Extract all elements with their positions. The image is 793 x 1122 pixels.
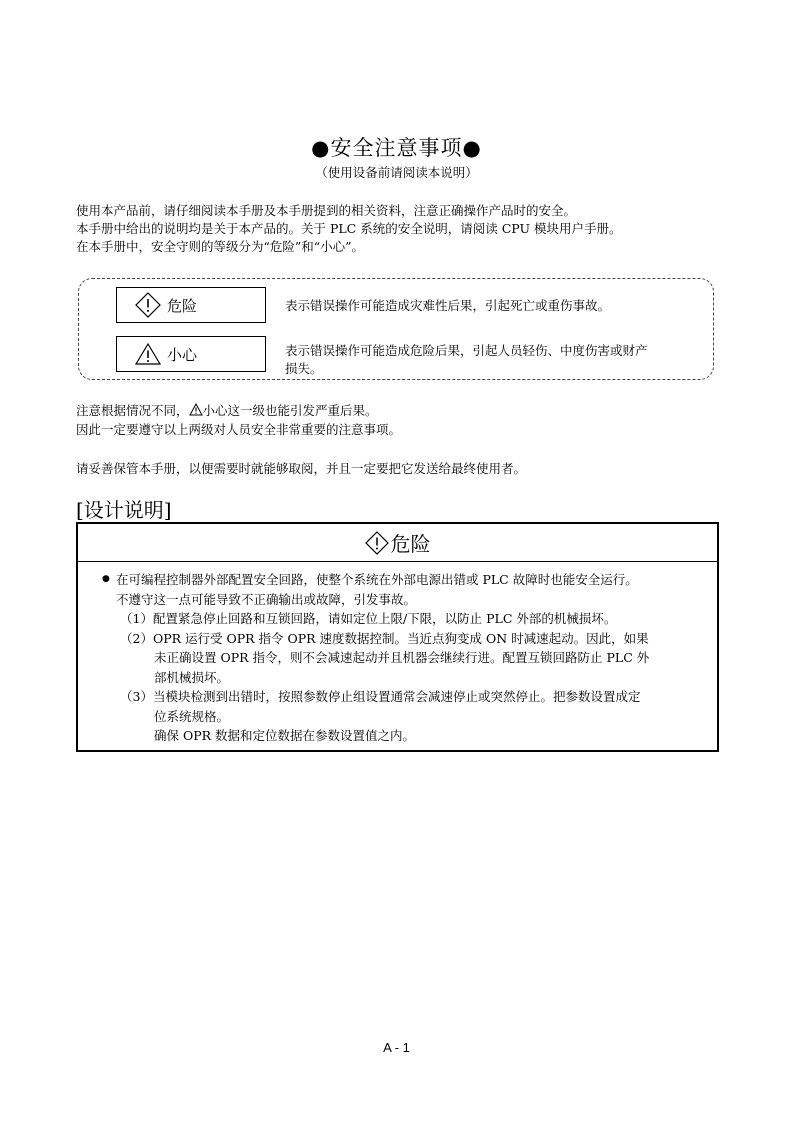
caution-description-line-2: 损失。 (285, 361, 323, 376)
list-item (78, 570, 717, 590)
diamond-exclamation-icon (365, 531, 389, 555)
page-subtitle: （使用设备前请阅读本说明） (315, 165, 478, 180)
caution-level-description (285, 342, 695, 378)
list-item: 不遵守这一点可能导致不正确输出或故障，引发事故。 (116, 591, 417, 607)
bullet-icon: ● (102, 574, 110, 584)
page-number: A - 1 (383, 1040, 410, 1055)
caution-level-label: 小心 (167, 345, 198, 364)
list-item: （1）配置紧急停止回路和互锁回路，请如定位上限/下限，以防止 PLC 外部的机械损坏。 (120, 611, 617, 626)
danger-table-title: 危险 (390, 532, 431, 556)
note-line-2: 因此一定要遵守以上两级对人员安全非常重要的注意事项。 (76, 422, 402, 437)
danger-table-header (78, 524, 717, 562)
note-line-1 (76, 402, 378, 420)
triangle-exclamation-icon (135, 342, 161, 366)
section-heading: [设计说明] (76, 498, 172, 522)
diamond-exclamation-icon (135, 292, 161, 318)
list-item-text: 在可编程控制器外部配置安全回路，使整个系统在外部电源出错或 PLC 故障时也能安全运行。 (116, 572, 638, 587)
list-item: 部机械损坏。 (154, 669, 230, 685)
note-line-3: 请妥善保管本手册，以便需要时就能够取阅，并且一定要把它发送给最终使用者。 (76, 461, 527, 476)
danger-level-box (116, 287, 266, 323)
list-item: 未正确设置 OPR 指令，则不会减速起动并且机器会继续行进。配置互锁回路防止 PLC 外 (154, 650, 650, 665)
danger-level-label: 危险 (167, 296, 198, 315)
note-line-1-suffix: 小心这一级也能引发严重后果。 (202, 403, 378, 418)
design-danger-table (76, 522, 719, 752)
danger-level-description: 表示错误操作可能造成灾难性后果，引起死亡或重伤事故。 (285, 298, 611, 313)
list-item: 位系统规格。 (154, 708, 230, 724)
intro-line-1: 使用本产品前，请仔细阅读本手册及本手册提到的相关资料，注意正确操作产品时的安全。 (76, 203, 577, 218)
list-item: （3）当模块检测到出错时，按照参数停止组设置通常会减速停止或突然停止。把参数设置成定 (120, 689, 641, 704)
intro-line-2: 本手册中给出的说明均是关于本产品的。关于 PLC 系统的安全说明，请阅读 CPU 模块用户手册。 (76, 221, 622, 236)
list-item: （2）OPR 运行受 OPR 指令 OPR 速度数据控制。当近点狗变成 ON 时减速起动。因此，如果 (120, 630, 649, 646)
triangle-exclamation-icon (189, 403, 203, 416)
intro-line-3: 在本手册中，安全守则的等级分为“危险”和“小心”。 (76, 239, 365, 254)
caution-description-line-1: 表示错误操作可能造成危险后果，引起人员轻伤、中度伤害或财产 (285, 343, 648, 358)
list-item: 确保 OPR 数据和定位数据在参数设置值之内。 (154, 728, 416, 743)
note-line-1-prefix: 注意根据情况不同， (76, 403, 189, 418)
danger-table-body (78, 562, 717, 746)
caution-level-box (116, 336, 266, 372)
page-title: ●安全注意事项● (311, 136, 482, 160)
